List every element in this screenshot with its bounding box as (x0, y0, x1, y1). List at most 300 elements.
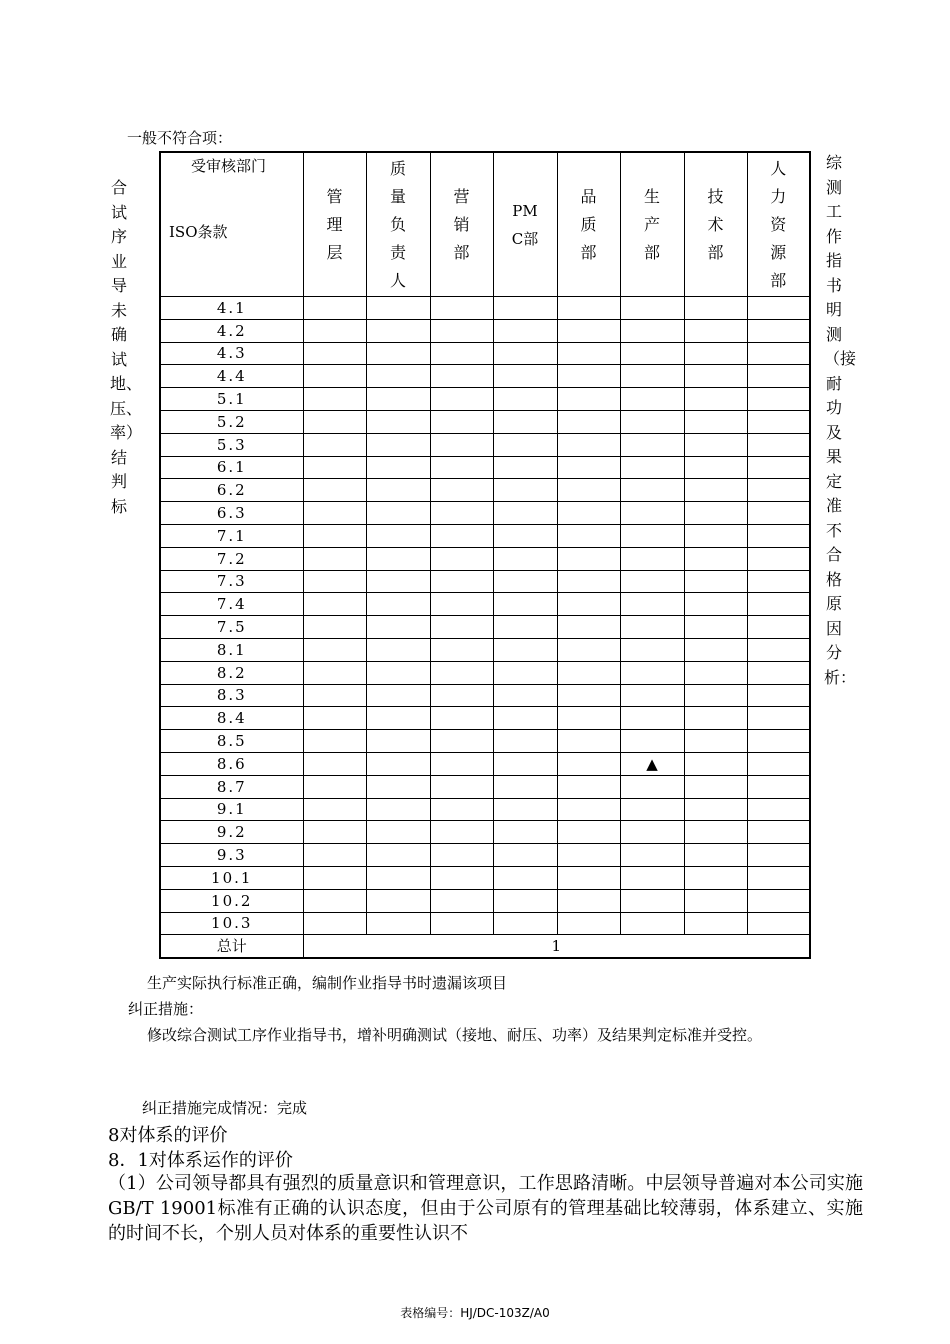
mark-cell (684, 365, 747, 388)
table-row (160, 684, 810, 707)
mark-cell (747, 661, 810, 684)
table-row (160, 365, 810, 388)
mark-cell (430, 593, 493, 616)
mark-cell (557, 319, 620, 342)
nonconformity-type-label: 一般不符合项： (127, 129, 233, 147)
mark-cell (303, 798, 366, 821)
mark-cell (493, 433, 557, 456)
mark-cell (303, 593, 366, 616)
mark-cell (557, 456, 620, 479)
mark-cell (684, 479, 747, 502)
mark-cell (684, 547, 747, 570)
corrective-label: 纠正措施： (128, 1000, 204, 1018)
clause-cell: 4.1 (160, 297, 303, 320)
table-row (160, 547, 810, 570)
mark-cell (366, 388, 430, 411)
mark-cell (303, 456, 366, 479)
mark-cell (366, 593, 430, 616)
mark-cell (684, 570, 747, 593)
mark-cell (303, 752, 366, 775)
mark-cell (493, 479, 557, 502)
left-vertical-text: 合试序业导未确试地、压、率）结判标 (110, 178, 143, 516)
mark-cell (684, 319, 747, 342)
mark-cell (747, 547, 810, 570)
table-row (160, 616, 810, 639)
mark-cell (430, 547, 493, 570)
evaluation-paragraph: （1）公司领导都具有强烈的质量意识和管理意识，工作思路清晰。中层领导普遍对本公司实施GB/T 19001标准有正确的认识态度，但由于公司原有的管理基础比较薄弱，体系建立、实施的时间不长，个别人员对体系的重要性认识不 (108, 1173, 863, 1244)
mark-cell (684, 730, 747, 753)
mark-cell (303, 410, 366, 433)
mark-cell (747, 707, 810, 730)
mark-cell (303, 844, 366, 867)
dept-header-1: 质量负责人 (366, 152, 430, 297)
mark-cell (620, 912, 684, 935)
clause-cell: 9.2 (160, 821, 303, 844)
mark-cell (747, 297, 810, 320)
clause-cell: 7.2 (160, 547, 303, 570)
mark-cell (430, 479, 493, 502)
mark-cell (747, 616, 810, 639)
mark-cell (366, 707, 430, 730)
mark-cell (557, 844, 620, 867)
total-value: 1 (303, 935, 810, 958)
mark-cell (557, 775, 620, 798)
mark-cell (557, 730, 620, 753)
table-row (160, 798, 810, 821)
mark-cell (747, 821, 810, 844)
mark-cell (303, 775, 366, 798)
mark-cell (430, 365, 493, 388)
mark-cell (366, 365, 430, 388)
table-row (160, 752, 810, 775)
clause-cell: 9.1 (160, 798, 303, 821)
mark-cell (493, 570, 557, 593)
table-row (160, 661, 810, 684)
mark-cell (493, 410, 557, 433)
mark-cell (747, 638, 810, 661)
mark-cell (366, 410, 430, 433)
mark-cell (366, 456, 430, 479)
table-row (160, 570, 810, 593)
mark-cell (747, 912, 810, 935)
table-row (160, 502, 810, 525)
mark-cell (747, 866, 810, 889)
clause-cell: 8.2 (160, 661, 303, 684)
table-row (160, 342, 810, 365)
mark-cell (430, 661, 493, 684)
total-label: 总计 (160, 935, 303, 958)
mark-cell (684, 707, 747, 730)
mark-cell (557, 616, 620, 639)
mark-cell (366, 798, 430, 821)
mark-cell (493, 866, 557, 889)
mark-cell (493, 684, 557, 707)
header-iso-label: ISO条款 (169, 223, 228, 241)
clause-cell: 4.3 (160, 342, 303, 365)
nonconformity-description: 生产实际执行标准正确，编制作业指导书时遗漏该项目 (147, 974, 508, 992)
mark-cell (366, 661, 430, 684)
mark-cell (493, 821, 557, 844)
mark-cell (747, 844, 810, 867)
mark-cell (430, 456, 493, 479)
clause-cell: 5.3 (160, 433, 303, 456)
mark-cell (366, 524, 430, 547)
mark-cell (303, 889, 366, 912)
mark-cell (493, 661, 557, 684)
mark-cell (493, 502, 557, 525)
table-row (160, 707, 810, 730)
mark-cell (430, 502, 493, 525)
mark-cell (747, 752, 810, 775)
dept-header-6: 技术部 (684, 152, 747, 297)
table-row (160, 433, 810, 456)
mark-cell (684, 775, 747, 798)
mark-cell (366, 502, 430, 525)
mark-cell (620, 502, 684, 525)
mark-cell (747, 479, 810, 502)
mark-cell (493, 456, 557, 479)
mark-cell (493, 775, 557, 798)
table-row (160, 889, 810, 912)
clause-cell: 10.1 (160, 866, 303, 889)
mark-cell (493, 388, 557, 411)
table-row (160, 866, 810, 889)
clause-cell: 8.1 (160, 638, 303, 661)
mark-cell (620, 798, 684, 821)
dept-header-7: 人力资源部 (747, 152, 810, 297)
mark-cell (557, 889, 620, 912)
mark-cell (493, 912, 557, 935)
mark-cell (430, 844, 493, 867)
table-row (160, 319, 810, 342)
mark-cell (620, 388, 684, 411)
clause-cell: 10.2 (160, 889, 303, 912)
mark-cell (303, 297, 366, 320)
form-number-footer: 表格编号：HJ/DC-103Z/A0 (400, 1306, 550, 1320)
mark-cell (430, 821, 493, 844)
mark-cell (747, 433, 810, 456)
mark-cell (366, 319, 430, 342)
table-row (160, 524, 810, 547)
clause-cell: 4.2 (160, 319, 303, 342)
table-row (160, 844, 810, 867)
right-vertical-text: 综测工作指书明测（接耐功及果定准不合格原因分析： (824, 153, 857, 687)
mark-cell (303, 479, 366, 502)
mark-cell (557, 365, 620, 388)
clause-cell: 5.1 (160, 388, 303, 411)
clause-cell: 8.5 (160, 730, 303, 753)
dept-header-0: 管理层 (303, 152, 366, 297)
mark-cell (684, 912, 747, 935)
mark-cell (303, 616, 366, 639)
mark-cell (620, 638, 684, 661)
clause-cell: 8.3 (160, 684, 303, 707)
mark-cell (684, 456, 747, 479)
mark-cell (620, 524, 684, 547)
mark-cell (620, 707, 684, 730)
mark-cell (747, 456, 810, 479)
mark-cell (684, 798, 747, 821)
table-row (160, 456, 810, 479)
mark-cell (430, 775, 493, 798)
mark-cell (620, 342, 684, 365)
mark-cell (620, 410, 684, 433)
mark-cell (557, 866, 620, 889)
dept-header-3: PMC部 (493, 152, 557, 297)
mark-cell (620, 365, 684, 388)
subsection-heading: 8．1对体系运作的评价 (108, 1150, 293, 1171)
mark-cell (366, 638, 430, 661)
mark-cell (366, 479, 430, 502)
mark-cell (684, 844, 747, 867)
mark-cell (430, 684, 493, 707)
mark-cell (366, 570, 430, 593)
table-row (160, 410, 810, 433)
mark-cell (303, 730, 366, 753)
mark-cell (366, 866, 430, 889)
mark-cell (747, 524, 810, 547)
mark-cell (684, 524, 747, 547)
clause-cell: 6.2 (160, 479, 303, 502)
mark-cell (620, 821, 684, 844)
mark-cell (430, 730, 493, 753)
header-corner-cell (160, 152, 303, 297)
mark-cell (747, 593, 810, 616)
mark-cell (430, 616, 493, 639)
corrective-text: 修改综合测试工序作业指导书，增补明确测试（接地、耐压、功率）及结果判定标准并受控。 (147, 1026, 763, 1044)
mark-cell (366, 616, 430, 639)
mark-cell (557, 502, 620, 525)
mark-cell (493, 524, 557, 547)
mark-cell (303, 707, 366, 730)
mark-cell (303, 388, 366, 411)
mark-cell (366, 844, 430, 867)
mark-cell (303, 570, 366, 593)
mark-cell (430, 638, 493, 661)
clause-cell: 5.2 (160, 410, 303, 433)
table-row (160, 730, 810, 753)
table-row (160, 775, 810, 798)
section-heading: 8对体系的评价 (108, 1125, 228, 1146)
mark-cell (557, 433, 620, 456)
mark-cell (493, 798, 557, 821)
mark-cell (303, 319, 366, 342)
mark-cell (557, 752, 620, 775)
mark-cell (557, 410, 620, 433)
mark-cell (684, 684, 747, 707)
mark-cell (493, 638, 557, 661)
mark-cell (620, 866, 684, 889)
mark-cell (684, 661, 747, 684)
clause-cell: 7.3 (160, 570, 303, 593)
dept-header-5: 生产部 (620, 152, 684, 297)
mark-cell (303, 365, 366, 388)
table-row (160, 479, 810, 502)
mark-cell (493, 297, 557, 320)
mark-cell (684, 866, 747, 889)
mark-cell (557, 707, 620, 730)
clause-cell: 4.4 (160, 365, 303, 388)
table-row (160, 638, 810, 661)
mark-cell (747, 319, 810, 342)
mark-cell (493, 616, 557, 639)
mark-cell (620, 616, 684, 639)
mark-cell (303, 684, 366, 707)
mark-cell (684, 889, 747, 912)
mark-cell (303, 342, 366, 365)
mark-cell (684, 388, 747, 411)
mark-cell (684, 410, 747, 433)
mark-cell (620, 844, 684, 867)
mark-cell (303, 502, 366, 525)
mark-cell (366, 297, 430, 320)
mark-cell (493, 342, 557, 365)
mark-cell (493, 319, 557, 342)
mark-cell (747, 342, 810, 365)
dept-header-2: 营销部 (430, 152, 493, 297)
mark-cell (747, 775, 810, 798)
mark-cell (366, 433, 430, 456)
mark-cell (430, 707, 493, 730)
mark-cell (620, 297, 684, 320)
mark-cell (303, 433, 366, 456)
mark-cell (493, 889, 557, 912)
mark-cell (430, 912, 493, 935)
mark-cell (747, 730, 810, 753)
mark-cell (747, 570, 810, 593)
mark-cell (557, 821, 620, 844)
table-row (160, 912, 810, 935)
mark-cell (620, 889, 684, 912)
mark-cell (620, 456, 684, 479)
mark-cell (557, 479, 620, 502)
mark-cell (747, 365, 810, 388)
dept-header-4: 品质部 (557, 152, 620, 297)
mark-cell (684, 616, 747, 639)
mark-cell (557, 638, 620, 661)
mark-cell (620, 684, 684, 707)
mark-cell (303, 661, 366, 684)
mark-cell (620, 570, 684, 593)
mark-cell (684, 433, 747, 456)
mark-cell (430, 388, 493, 411)
mark-cell (620, 547, 684, 570)
completion-text: 纠正措施完成情况：完成 (142, 1099, 308, 1117)
mark-cell (620, 775, 684, 798)
clause-cell: 8.6 (160, 752, 303, 775)
clause-cell: 6.3 (160, 502, 303, 525)
clause-cell: 7.1 (160, 524, 303, 547)
mark-cell (684, 593, 747, 616)
mark-cell (430, 433, 493, 456)
mark-cell (557, 297, 620, 320)
mark-cell (557, 661, 620, 684)
table-row (160, 821, 810, 844)
mark-cell (303, 912, 366, 935)
mark-cell (557, 912, 620, 935)
mark-cell (493, 844, 557, 867)
mark-cell (366, 775, 430, 798)
mark-cell (620, 433, 684, 456)
mark-cell (684, 342, 747, 365)
mark-cell (303, 524, 366, 547)
mark-cell (366, 821, 430, 844)
mark-cell (620, 593, 684, 616)
mark-cell (747, 410, 810, 433)
header-dept-label: 受审核部门 (191, 157, 267, 175)
mark-cell (366, 730, 430, 753)
mark-cell (620, 319, 684, 342)
mark-cell (430, 866, 493, 889)
mark-cell (430, 297, 493, 320)
mark-cell (747, 798, 810, 821)
clause-cell: 8.4 (160, 707, 303, 730)
mark-cell (366, 547, 430, 570)
mark-cell (557, 798, 620, 821)
mark-cell (684, 752, 747, 775)
mark-cell (747, 889, 810, 912)
mark-cell (430, 570, 493, 593)
mark-cell (557, 547, 620, 570)
audit-table (159, 151, 811, 959)
clause-cell: 7.5 (160, 616, 303, 639)
mark-cell (620, 479, 684, 502)
mark-cell (620, 661, 684, 684)
mark-cell (366, 912, 430, 935)
mark-cell (493, 593, 557, 616)
mark-cell (303, 638, 366, 661)
mark-cell (303, 866, 366, 889)
mark-cell (366, 889, 430, 912)
clause-cell: 9.3 (160, 844, 303, 867)
mark-cell (430, 342, 493, 365)
mark-cell (366, 342, 430, 365)
mark-cell (557, 593, 620, 616)
mark-cell (430, 798, 493, 821)
mark-cell (493, 730, 557, 753)
mark-cell (684, 297, 747, 320)
mark-cell (557, 684, 620, 707)
mark-cell (430, 410, 493, 433)
table-row (160, 388, 810, 411)
clause-cell: 7.4 (160, 593, 303, 616)
mark-cell (620, 752, 684, 775)
mark-cell (430, 319, 493, 342)
mark-cell (557, 570, 620, 593)
mark-cell (493, 365, 557, 388)
mark-cell (557, 342, 620, 365)
table-row (160, 297, 810, 320)
mark-cell (430, 752, 493, 775)
mark-cell (493, 547, 557, 570)
mark-cell (747, 388, 810, 411)
mark-cell (684, 821, 747, 844)
mark-cell (747, 502, 810, 525)
mark-cell (366, 684, 430, 707)
mark-cell (557, 388, 620, 411)
clause-cell: 10.3 (160, 912, 303, 935)
triangle-mark-icon: ▲ (646, 754, 658, 773)
mark-cell (747, 684, 810, 707)
mark-cell (684, 638, 747, 661)
mark-cell (366, 752, 430, 775)
mark-cell (684, 502, 747, 525)
mark-cell (303, 547, 366, 570)
mark-cell (430, 889, 493, 912)
mark-cell (430, 524, 493, 547)
table-row (160, 593, 810, 616)
mark-cell (620, 730, 684, 753)
